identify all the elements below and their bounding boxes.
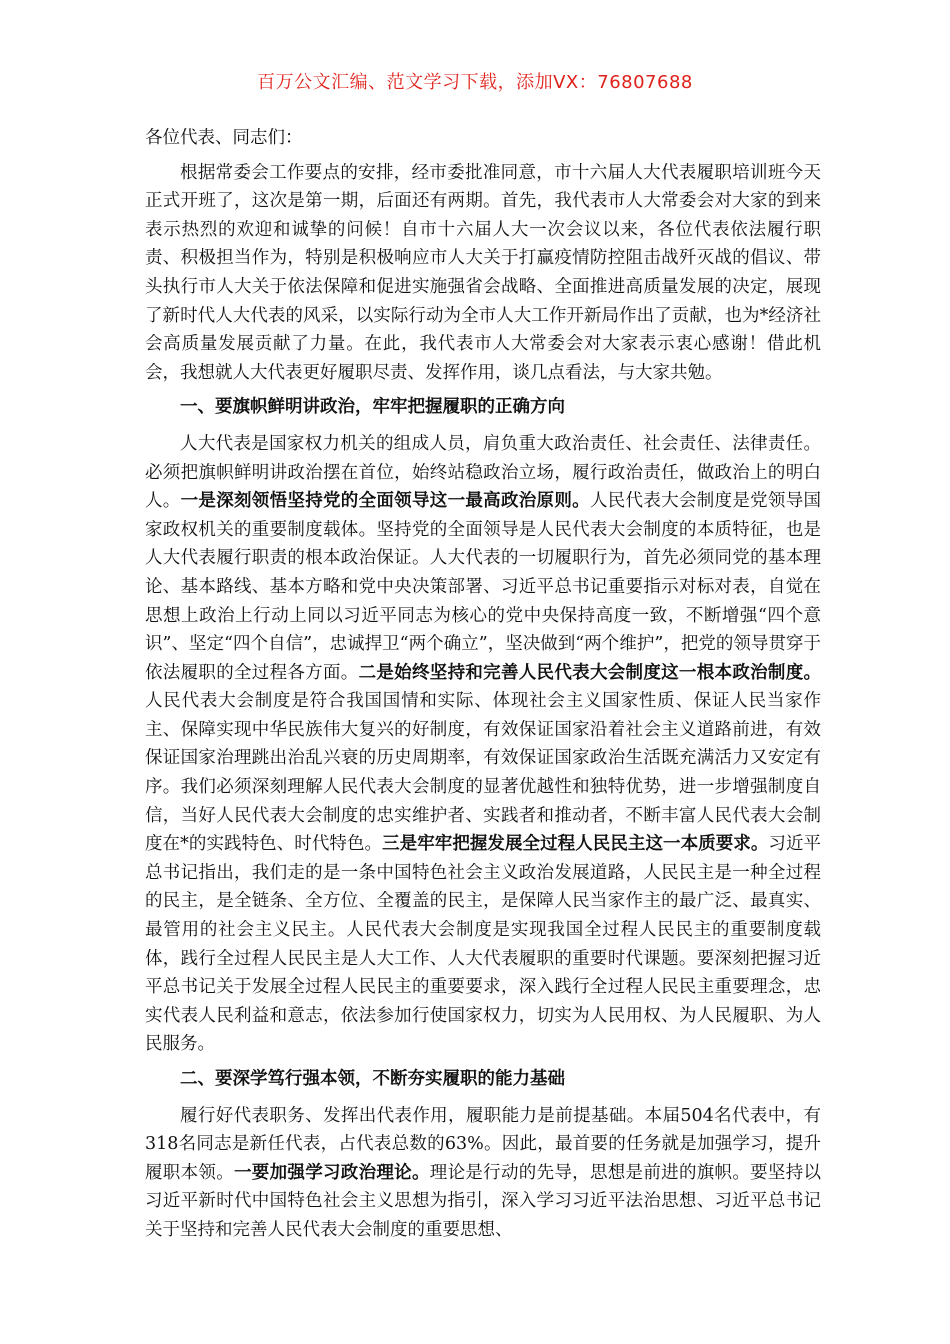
intro-paragraph: 根据常委会工作要点的安排，经市委批准同意，市十六届人大代表履职培训班今天正式开班了，这次是第一期，后面还有两期。首先，我代表市人大常委会对大家的到来表示热烈的欢迎和诚挚的问候！自市十六届人大一次会议以来，各位代表依法履行职责、积极担当作为，特别是积极响应市人大关于打赢疫情防控阻击战歼灭战的倡议、带头执行市人大关于依法保障和促进实施强省会战略、全面推进高质量发展的决定，展现了新时代人大代表的风采，以实际行动为全市人大工作开新局作出了贡献，也为*经济社会高质量发展贡献了力量。在此，我代表市人大常委会对大家表示衷心感谢！借此机会，我想就人大代表更好履职尽责、发挥作用，谈几点看法，与大家共勉。 [145, 162, 821, 383]
paragraph-text: 理论是行动的先导，思想是前进的旗帜。要坚持以习近平新时代中国特色社会主义思想为指引，深入学习习近平法治思想、习近平总书记关于坚持和完善人民代表大会制度的重要思想、 [145, 1162, 822, 1240]
section-1-paragraph [145, 430, 821, 1059]
document-body [145, 124, 821, 1251]
section-2-heading: 二、要深学笃行强本领，不断夯实履职的能力基础 [180, 1069, 565, 1089]
header-banner: 百万公文汇编、范文学习下载，添加VX：76807688 [257, 72, 693, 93]
paragraph-text: 人民代表大会制度是党领导国家政权机关的重要制度载体。坚持党的全面领导是人民代表大会制度的本质特征，也是人大代表履行职责的根本政治保证。人大代表的一切履职行为，首先必须同党的基本理论、基本路线、基本方略和党中央决策部署、习近平总书记重要指示对标对表，自觉在思想上政治上行动上同以习近平同志为核心的党中央保持高度一致，不断增强“四个意识”、坚定“四个自信”，忠诚捍卫“两个确立”，坚决做到“两个维护”，把党的领导贯穿于依法履职的全过程各方面。 [145, 491, 822, 683]
key-point-4: 一要加强学习政治理论。 [234, 1162, 430, 1183]
paragraph-text: 人民代表大会制度是符合我国国情和实际、体现社会主义国家性质、保证人民当家作主、保障实现中华民族伟大复兴的好制度，有效保证国家沿着社会主义道路前进，有效保证国家治理跳出治乱兴衰的历史周期率，有效保证国家政治生活既充满活力又安定有序。我们必须深刻理解人民代表大会制度的显著优越性和独特优势，进一步增强制度自信，当好人民代表大会制度的忠实维护者、实践者和推动者，不断丰富人民代表大会制度在*的实践特色、时代特色。 [145, 691, 821, 855]
paragraph-text: 人大代表是国家权力机关的组成人员，肩负重大政治责任、社会责任、法律责任。必须把旗帜鲜明讲政治摆在首位，始终站稳政治立场，履行政治责任，做政治上的明白人。 [145, 433, 821, 512]
key-point-2: 二是始终坚持和完善人民代表大会制度这一根本政治制度。 [358, 662, 822, 683]
key-point-3: 三是牢牢把握发展全过程人民民主这一本质要求。 [382, 834, 769, 855]
section-2-paragraph [145, 1102, 821, 1245]
paragraph-text: 履行好代表职务、发挥出代表作用，履职能力是前提基础。本届504名代表中，有318名同志是新任代表，占代表总数的63%。因此，最首要的任务就是加强学习，提升履职本领。 [145, 1105, 821, 1183]
key-point-1: 一是深刻领悟坚持党的全面领导这一最高政治原则。 [180, 491, 590, 512]
salutation: 各位代表、同志们： [145, 128, 303, 148]
section-1-heading: 一、要旗帜鲜明讲政治，牢牢把握履职的正确方向 [180, 397, 565, 418]
paragraph-text: 习近平总书记指出，我们走的是一条中国特色社会主义政治发展道路，人民民主是一种全过程的民主，是全链条、全方位、全覆盖的民主，是保障人民当家作主的最广泛、最真实、最管用的社会主义民主。人民代表大会制度是实现我国全过程人民民主的重要制度载体，践行全过程人民民主是人大工作、人大代表履职的重要时代课题。要深刻把握习近平总书记关于发展全过程人民民主的重要要求，深入践行全过程人民民主重要理念，忠实代表人民利益和意志，依法参加行使国家权力，切实为人民用权、为人民履职、为人民服务。 [145, 834, 822, 1055]
